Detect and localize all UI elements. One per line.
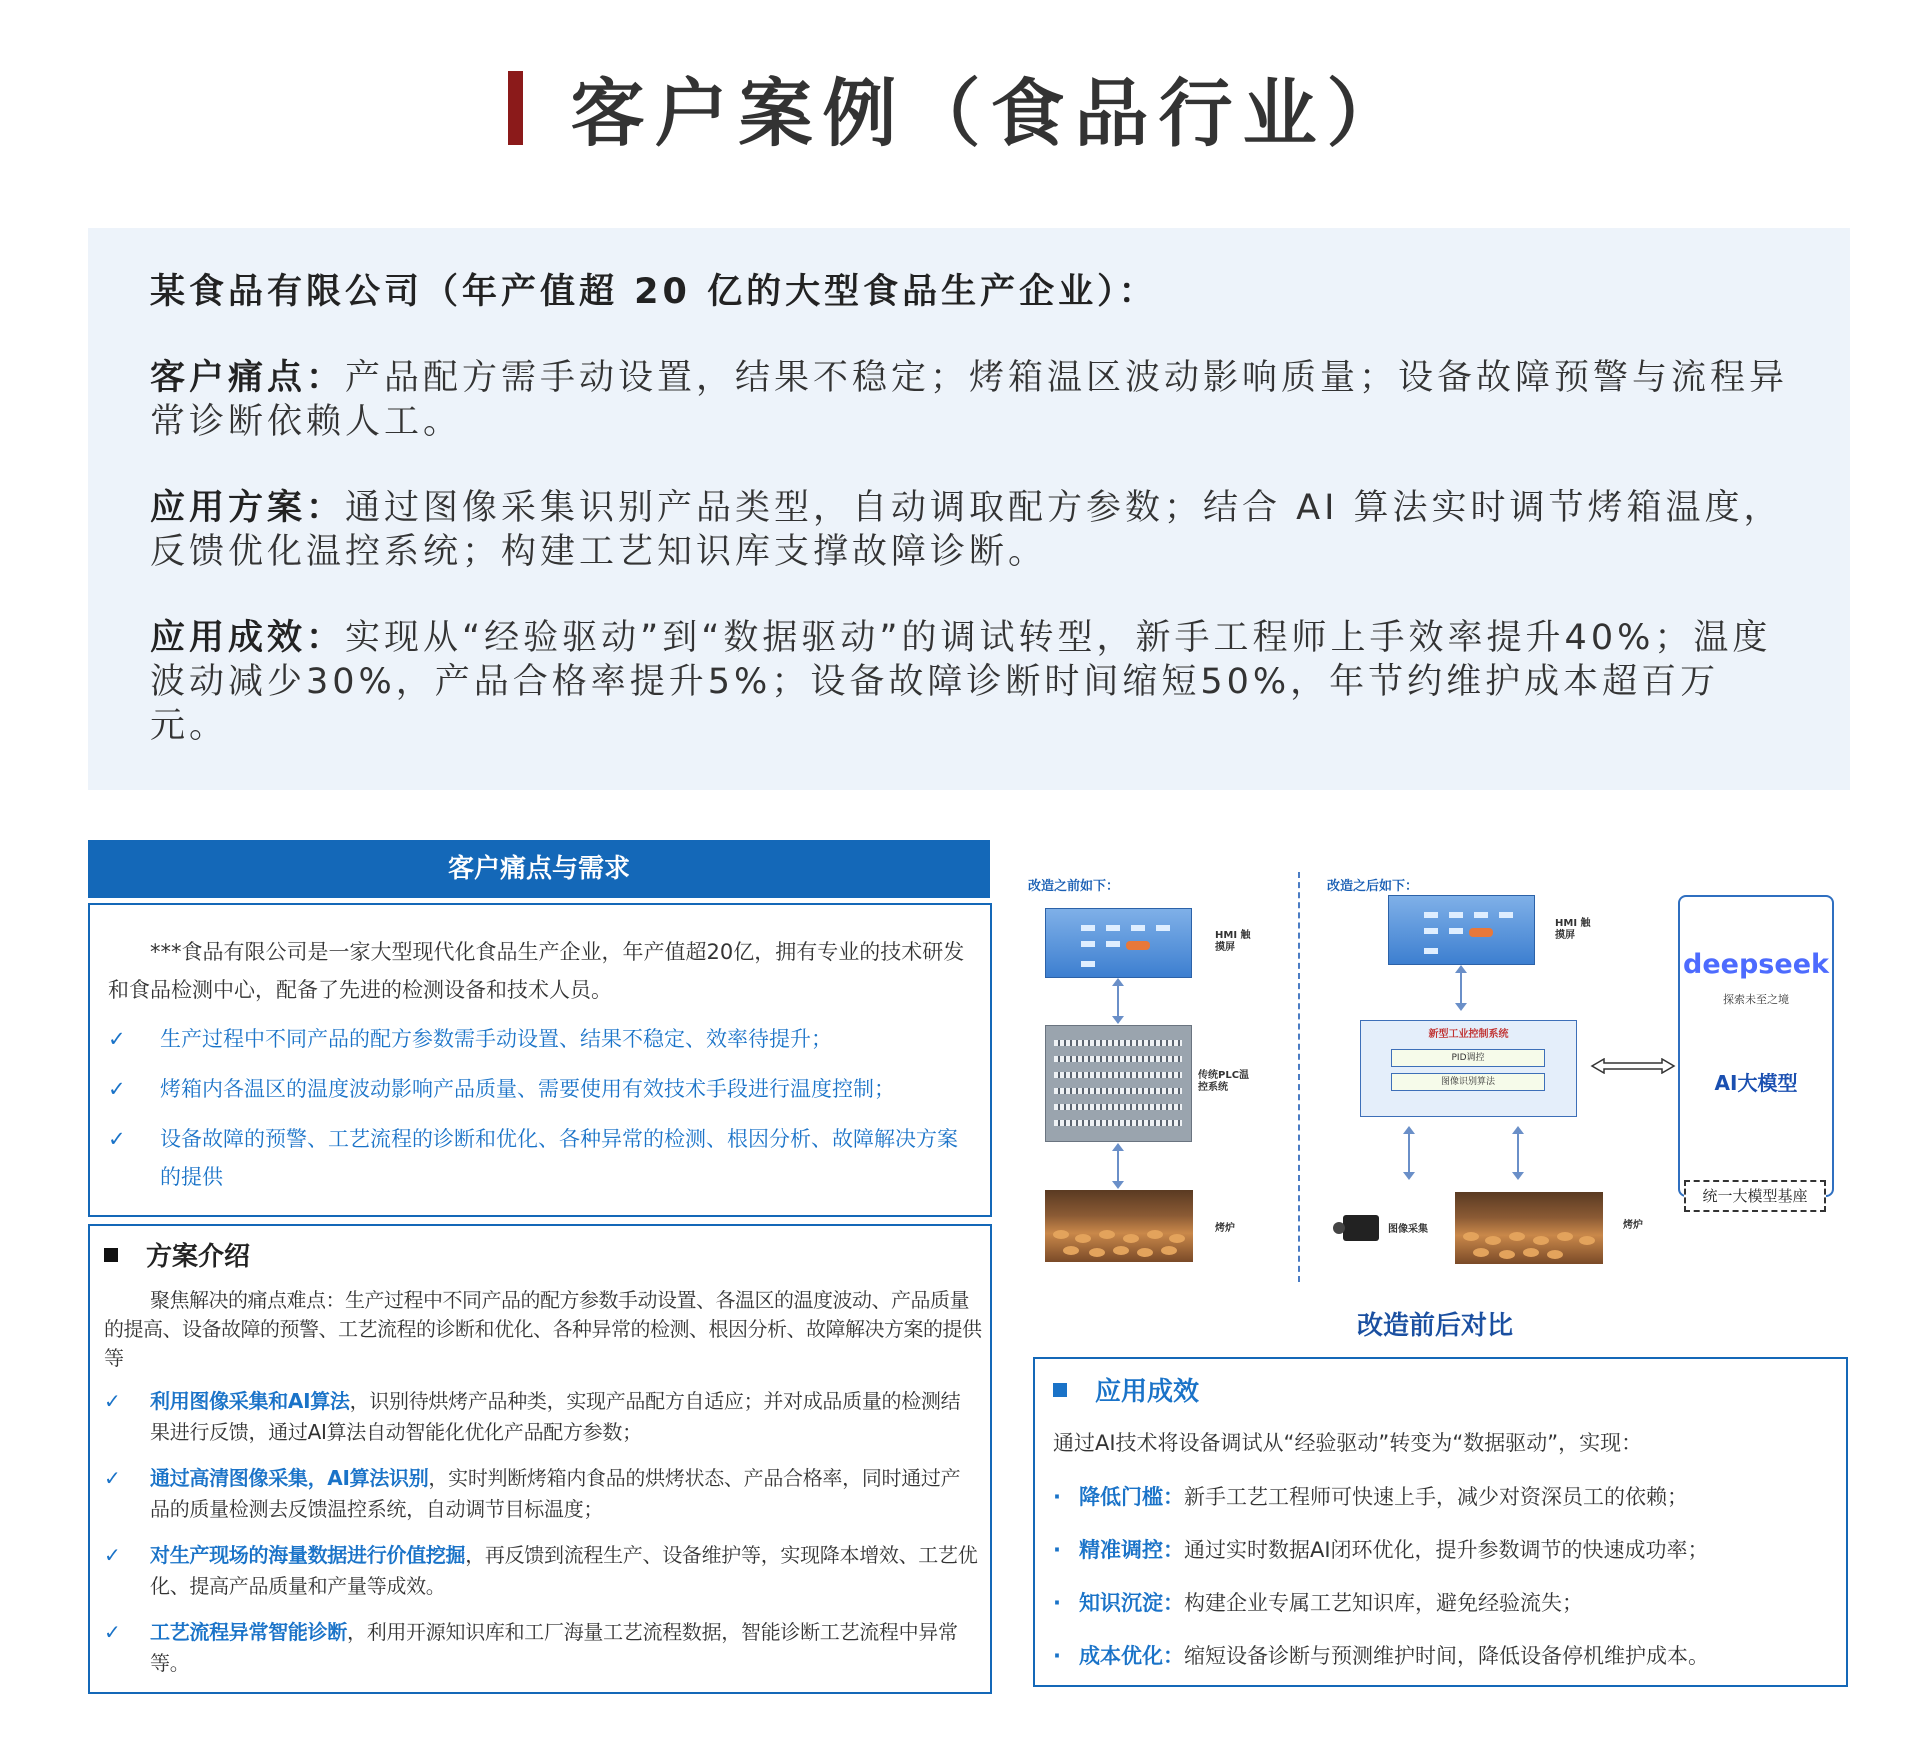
plan-item-highlight: 工艺流程异常智能诊断 (150, 1620, 347, 1644)
before-label: 改造之前如下： (1028, 879, 1120, 894)
bidirectional-arrow-icon (1590, 1058, 1676, 1074)
oven-image-after (1455, 1192, 1603, 1264)
check-icon: ✓ (108, 1127, 126, 1151)
effects-item-text: 通过实时数据AI闭环优化，提升参数调节的快速成功率； (1183, 1538, 1709, 1562)
comparison-caption: 改造前后对比 (1356, 1311, 1513, 1341)
page-title: 客户案例（食品行业） (570, 71, 1411, 157)
pain-text: 产品配方需手动设置，结果不稳定；烤箱温区波动影响质量；设备故障预警与流程异常诊断依赖人工。 (150, 358, 1789, 442)
needs-item-text: 设备故障的预警、工艺流程的诊断和优化、各种异常的检测、根因分析、故障解决方案的提供 (160, 1127, 958, 1189)
pid-control: PID调控 (1391, 1049, 1545, 1067)
plan-item-text: ，再反馈到流程生产、设备维护等，实现降本增效、工艺优化、提高产品质量和产量等成效。 (150, 1543, 978, 1598)
model-base-label: 统一大模型基座 (1684, 1180, 1826, 1212)
camera-icon (1343, 1215, 1379, 1241)
plan-item-highlight: 对生产现场的海量数据进行价值挖掘 (150, 1543, 466, 1567)
effects-item-text: 构建企业专属工艺知识库，避免经验流失； (1183, 1591, 1583, 1615)
arrow-vertical (1117, 980, 1119, 1022)
comparison-diagram (1025, 860, 1845, 1290)
hmi-label-after: HMI 触摸屏 (1555, 918, 1591, 941)
arrow-vertical (1460, 967, 1462, 1009)
plan-item-highlight: 通过高清图像采集，AI算法识别 (150, 1466, 429, 1490)
effects-item-text: 缩短设备诊断与预测维护时间，降低设备停机维护成本。 (1183, 1644, 1709, 1668)
control-system-title: 新型工业控制系统 (1428, 1029, 1509, 1040)
effects-item-text: 新手工艺工程师可快速上手，减少对资深员工的依赖； (1183, 1485, 1688, 1509)
square-bullet-icon (1053, 1383, 1067, 1397)
plan-intro: 聚焦解决的痛点难点：生产过程中不同产品的配方参数手动设置、各温区的温度波动、产品质量的提高、设备故障的预警、工艺流程的诊断和优化、各种异常的检测、根因分析、故障解决方案的提供等 (104, 1288, 982, 1370)
effects-item: · 精准调控：通过实时数据AI闭环优化，提升参数调节的快速成功率； (1053, 1538, 1709, 1562)
arrow-vertical (1117, 1145, 1119, 1187)
control-system-box (1360, 1020, 1577, 1117)
effect-text: 实现从“经验驱动”到“数据驱动”的调试转型，新手工程师上手效率提升40%；温度波动减少30%，产品合格率提升5%；设备故障诊断时间缩短50%，年节约维护成本超百万元。 (150, 618, 1772, 746)
oven-label-after: 烤炉 (1623, 1220, 1643, 1231)
check-icon: ✓ (104, 1389, 121, 1413)
hmi-screen-before (1045, 908, 1192, 978)
solution-text: 通过图像采集识别产品类型，自动调取配方参数；结合 AI 算法实时调节烤箱温度，反馈优化温控系统；构建工艺知识库支撑故障诊断。 (150, 488, 1783, 572)
plan-header-text: 方案介绍 (146, 1242, 251, 1272)
plan-item-highlight: 利用图像采集和AI算法 (150, 1389, 350, 1413)
company-line: 某食品有限公司（年产值超 20 亿的大型食品生产企业）： (150, 272, 1158, 312)
arrow-vertical (1517, 1128, 1519, 1178)
effect-paragraph (150, 616, 1790, 748)
check-icon: ✓ (104, 1466, 121, 1490)
effects-item-highlight: 精准调控： (1078, 1538, 1184, 1562)
diagram-divider (1298, 872, 1300, 1282)
page-title-wrap (0, 55, 1919, 161)
solution-paragraph (150, 486, 1790, 574)
needs-item-text: 生产过程中不同产品的配方参数需手动设置、结果不稳定、效率待提升； (160, 1027, 832, 1051)
check-icon: ✓ (108, 1077, 126, 1101)
title-accent-bar (508, 71, 523, 145)
needs-header: 客户痛点与需求 (88, 840, 990, 898)
oven-image-before (1045, 1190, 1193, 1262)
after-label: 改造之后如下： (1327, 879, 1419, 894)
pain-label: 客户痛点： (150, 358, 346, 398)
effects-intro: 通过AI技术将设备调试从“经验驱动”转变为“数据驱动”，实现： (1053, 1431, 1643, 1455)
effects-item: · 成本优化：缩短设备诊断与预测维护时间，降低设备停机维护成本。 (1053, 1644, 1709, 1668)
needs-box (88, 903, 992, 1217)
effects-item-highlight: 知识沉淀： (1078, 1591, 1184, 1615)
oven-label: 烤炉 (1215, 1223, 1235, 1234)
check-icon: ✓ (108, 1027, 126, 1051)
needs-item-text: 烤箱内各温区的温度波动影响产品质量、需要使用有效技术手段进行温度控制； (160, 1077, 895, 1101)
plan-header (104, 1236, 250, 1273)
image-algorithm: 图像识别算法 (1391, 1073, 1545, 1091)
pain-paragraph (150, 356, 1790, 444)
hmi-screen-after (1388, 895, 1535, 965)
effect-label: 应用成效： (150, 618, 346, 658)
effects-header-text: 应用成效 (1095, 1377, 1200, 1407)
effects-item: · 降低门槛：新手工艺工程师可快速上手，减少对资深员工的依赖； (1053, 1485, 1688, 1509)
plan-item-text: ，利用开源知识库和工厂海量工艺流程数据，智能诊断工艺流程中异常等。 (150, 1620, 958, 1675)
plan-box (88, 1224, 992, 1694)
camera-label: 图像采集 (1388, 1224, 1428, 1235)
effects-box (1033, 1357, 1848, 1687)
square-bullet-icon (104, 1248, 118, 1262)
ai-model-panel (1678, 895, 1834, 1197)
hmi-label: HMI 触摸屏 (1215, 930, 1251, 953)
solution-label: 应用方案： (150, 488, 346, 528)
check-icon: ✓ (104, 1543, 121, 1567)
arrow-vertical (1408, 1128, 1410, 1178)
plc-label: 传统PLC温控系统 (1198, 1070, 1250, 1093)
plan-item-text: ，实时判断烤箱内食品的烘烤状态、产品合格率，同时通过产品的质量检测去反馈温控系统，自动调节目标温度； (150, 1466, 961, 1521)
effects-header (1053, 1371, 1199, 1408)
effects-item-highlight: 降低门槛： (1078, 1485, 1184, 1509)
deepseek-tagline: 探索未至之境 (1723, 993, 1789, 1006)
deepseek-logo: deepseek (1683, 949, 1829, 980)
effects-item-highlight: 成本优化： (1078, 1644, 1184, 1668)
summary-card (88, 228, 1850, 790)
needs-intro: ***食品有限公司是一家大型现代化食品生产企业，年产值超20亿，拥有专业的技术研发和食品检测中心，配备了先进的检测设备和技术人员。 (108, 940, 965, 1002)
ai-model-label: AI大模型 (1714, 1071, 1798, 1095)
effects-item: · 知识沉淀：构建企业专属工艺知识库，避免经验流失； (1053, 1591, 1583, 1615)
check-icon: ✓ (104, 1620, 121, 1644)
plan-item-text: ，识别待烘烤产品种类，实现产品配方自适应；并对成品质量的检测结果进行反馈，通过AI算法自动智能化优化产品配方参数； (150, 1389, 961, 1444)
plc-cabinet (1045, 1025, 1192, 1142)
